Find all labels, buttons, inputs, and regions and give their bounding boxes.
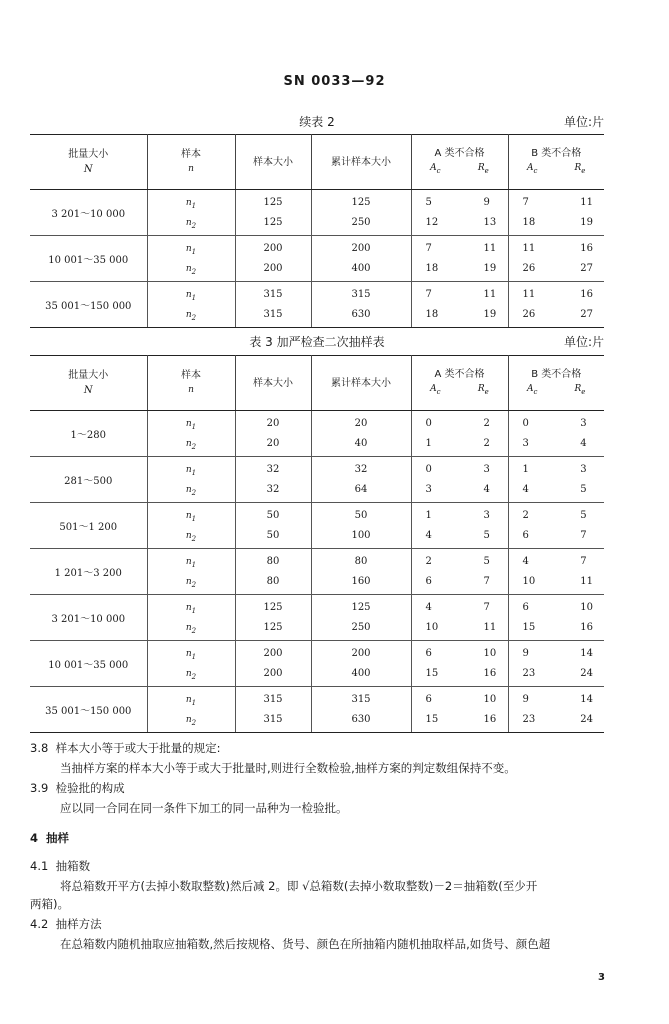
a-re-value: 7 — [483, 601, 490, 613]
b-ac-value: 6 — [522, 601, 529, 613]
section-body-continued: 两箱)。 — [30, 897, 69, 911]
b-re-value: 10 — [580, 601, 593, 613]
lot-size-cell: 3 201～10 000 — [30, 190, 147, 236]
sample-symbol-value: $n_2$ — [185, 668, 197, 681]
a-re-value: 10 — [483, 647, 497, 659]
a-ac-value: 4 — [425, 529, 432, 541]
sample-symbol-value: $n_1$ — [185, 510, 197, 523]
sample-size-cell — [236, 644, 311, 684]
section-title: 抽样 — [46, 831, 70, 845]
b-class-header: B 类不合格 — [531, 147, 582, 159]
table-row — [30, 282, 604, 328]
size-header: 样本大小 — [235, 356, 311, 411]
section-number: 3.8 — [30, 741, 49, 755]
sample-symbol-cell — [148, 598, 235, 638]
sample-size-value: 315 — [263, 288, 283, 300]
sample-size-value: 315 — [263, 693, 283, 705]
a-class-header: A 类不合格 — [434, 147, 485, 159]
table2-header-row — [30, 135, 604, 190]
table3-header-row — [30, 356, 604, 411]
a-re-value: 16 — [483, 667, 497, 679]
cumulative-size-value: 80 — [354, 555, 368, 567]
a-class-header: A 类不合格 — [434, 368, 485, 380]
b-re-value: 7 — [580, 529, 587, 541]
table-row — [30, 411, 604, 457]
a-re-value: 11 — [483, 621, 497, 633]
cumulative-size-cell — [312, 552, 411, 592]
a-re-value: 4 — [483, 483, 490, 495]
b-ac-value: 0 — [522, 417, 529, 429]
a-ac-value: 15 — [425, 667, 439, 679]
cumulative-size-value: 250 — [351, 216, 371, 228]
lot-symbol: N — [83, 164, 93, 175]
sample-header: 样本 — [181, 149, 201, 160]
section-body: 在总箱数内随机抽取应抽箱数,然后按规格、货号、颜色在所抽箱内随机抽取样品,如货号、颜色超 — [60, 937, 551, 951]
sample-size-value: 200 — [263, 647, 283, 659]
b-re-value: 16 — [580, 242, 593, 254]
b-re-value: 24 — [580, 667, 593, 679]
ac-label: $A_c$ — [527, 162, 538, 175]
sample-size-value: 50 — [266, 509, 280, 521]
sample-symbol-value: $n_1$ — [185, 694, 197, 707]
sample-symbol-value: $n_2$ — [185, 530, 197, 543]
table3 — [30, 355, 604, 733]
section-number: 3.9 — [30, 781, 49, 795]
cumulative-size-cell — [312, 598, 411, 638]
table3-caption-row — [30, 333, 604, 351]
sample-symbol-cell — [148, 644, 235, 684]
b-ac-value: 4 — [522, 555, 529, 567]
a-re-value: 16 — [483, 713, 497, 725]
a-class-acre — [412, 193, 508, 233]
b-re-value: 27 — [580, 262, 593, 274]
a-ac-value: 7 — [425, 288, 432, 300]
table2 — [30, 134, 604, 328]
sample-size-cell — [236, 239, 311, 279]
sample-symbol-cell — [148, 506, 235, 546]
table-row — [30, 687, 604, 733]
b-ac-value: 3 — [522, 437, 529, 449]
b-ac-value: 11 — [522, 288, 536, 300]
b-re-value: 5 — [580, 483, 587, 495]
sample-size-value: 125 — [263, 216, 283, 228]
b-class-acre — [509, 506, 605, 546]
section-4-1 — [30, 858, 620, 912]
b-ac-value: 11 — [522, 242, 536, 254]
sample-size-value: 80 — [266, 575, 280, 587]
sample-size-value: 20 — [266, 417, 280, 429]
a-re-value: 10 — [483, 693, 497, 705]
b-class-acre — [509, 193, 605, 233]
lot-size-cell: 501～1 200 — [30, 503, 147, 549]
sample-size-cell — [236, 690, 311, 730]
a-re-value: 19 — [483, 262, 497, 274]
a-class-acre — [412, 414, 508, 454]
page-number: 3 — [598, 972, 605, 983]
a-class-acre — [412, 690, 508, 730]
cumulative-size-cell — [312, 644, 411, 684]
re-label: $R_e$ — [574, 383, 586, 396]
b-ac-value: 4 — [522, 483, 529, 495]
sample-symbol-value: $n_1$ — [185, 243, 197, 256]
a-ac-value: 1 — [425, 437, 432, 449]
b-class-acre — [509, 285, 605, 325]
sample-symbol-value: $n_1$ — [185, 602, 197, 615]
cumulative-size-value: 50 — [354, 509, 368, 521]
lot-size-cell: 281～500 — [30, 457, 147, 503]
sample-size-cell — [236, 506, 311, 546]
cumulative-size-cell — [312, 690, 411, 730]
a-re-value: 11 — [483, 288, 497, 300]
sample-symbol-cell — [148, 552, 235, 592]
lot-size-cell: 10 001～35 000 — [30, 236, 147, 282]
re-label: $R_e$ — [477, 162, 489, 175]
lot-header: 批量大小 — [68, 370, 109, 381]
a-ac-value: 15 — [425, 713, 439, 725]
a-re-value: 2 — [483, 417, 490, 429]
sample-size-value: 200 — [263, 242, 283, 254]
b-ac-value: 23 — [522, 713, 536, 725]
b-class-acre — [509, 414, 605, 454]
a-ac-value: 5 — [425, 196, 432, 208]
cumulative-size-value: 400 — [351, 667, 371, 679]
lot-symbol: N — [83, 385, 93, 396]
lot-size-cell: 3 201～10 000 — [30, 595, 147, 641]
a-class-acre — [412, 506, 508, 546]
b-ac-value: 26 — [522, 262, 536, 274]
b-ac-value: 9 — [522, 647, 529, 659]
sample-size-cell — [236, 285, 311, 325]
cumulative-size-cell — [312, 414, 411, 454]
section-title: 样本大小等于或大于批量的规定: — [55, 741, 221, 755]
sample-size-value: 315 — [263, 713, 283, 725]
a-re-value: 5 — [483, 529, 490, 541]
a-ac-value: 2 — [425, 555, 432, 567]
b-ac-value: 10 — [522, 575, 536, 587]
section-3-9 — [30, 780, 620, 816]
b-ac-value: 15 — [522, 621, 536, 633]
cumulative-size-cell — [312, 193, 411, 233]
ac-label: $A_c$ — [527, 383, 538, 396]
table-row — [30, 236, 604, 282]
b-class-header: B 类不合格 — [531, 368, 582, 380]
cumulative-size-value: 630 — [351, 308, 371, 320]
sample-header: 样本 — [181, 370, 201, 381]
a-class-acre — [412, 239, 508, 279]
a-ac-value: 4 — [425, 601, 432, 613]
sample-symbol-value: $n_2$ — [185, 714, 197, 727]
sample-size-value: 32 — [266, 463, 280, 475]
sample-symbol-value: $n_2$ — [185, 484, 197, 497]
b-re-value: 16 — [580, 288, 593, 300]
sample-symbol-value: $n_2$ — [185, 576, 197, 589]
lot-header: 批量大小 — [68, 149, 109, 160]
sample-size-value: 200 — [263, 667, 283, 679]
sample-size-cell — [236, 193, 311, 233]
cumulative-size-cell — [312, 285, 411, 325]
sample-symbol-cell — [148, 414, 235, 454]
table3-unit: 单位:片 — [563, 335, 604, 349]
cumulative-size-cell — [312, 239, 411, 279]
a-class-acre — [412, 644, 508, 684]
size-header: 样本大小 — [235, 135, 311, 190]
b-re-value: 3 — [580, 463, 587, 475]
a-ac-value: 6 — [425, 575, 432, 587]
sample-symbol-value: $n_1$ — [185, 464, 197, 477]
lot-size-cell: 35 001～150 000 — [30, 687, 147, 733]
b-ac-value: 26 — [522, 308, 536, 320]
b-re-value: 11 — [580, 575, 593, 587]
section-title: 检验批的构成 — [55, 781, 125, 795]
a-re-value: 3 — [483, 463, 490, 475]
cumulative-size-cell — [312, 506, 411, 546]
a-class-acre — [412, 285, 508, 325]
b-ac-value: 7 — [522, 196, 529, 208]
sample-symbol-cell — [148, 690, 235, 730]
b-ac-value: 2 — [522, 509, 529, 521]
cumulative-size-cell — [312, 460, 411, 500]
ac-label: $A_c$ — [430, 162, 441, 175]
sample-symbol-value: $n_2$ — [185, 217, 197, 230]
re-label: $R_e$ — [477, 383, 489, 396]
ac-label: $A_c$ — [430, 383, 441, 396]
b-re-value: 3 — [580, 417, 587, 429]
b-re-value: 16 — [580, 621, 593, 633]
sample-size-cell — [236, 414, 311, 454]
section-number: 4.1 — [30, 859, 49, 873]
b-re-value: 14 — [580, 647, 593, 659]
a-re-value: 5 — [483, 555, 490, 567]
a-re-value: 7 — [483, 575, 490, 587]
sample-symbol: n — [188, 385, 194, 395]
a-ac-value: 10 — [425, 621, 439, 633]
b-class-acre — [509, 598, 605, 638]
b-re-value: 7 — [580, 555, 587, 567]
lot-size-cell: 35 001～150 000 — [30, 282, 147, 328]
cumulative-size-value: 40 — [354, 437, 368, 449]
sample-size-value: 80 — [266, 555, 280, 567]
sample-symbol-value: $n_1$ — [185, 556, 197, 569]
b-re-value: 14 — [580, 693, 593, 705]
sample-symbol-value: $n_1$ — [185, 289, 197, 302]
sample-symbol: n — [188, 164, 194, 174]
cumulative-size-value: 32 — [354, 463, 368, 475]
table-row — [30, 549, 604, 595]
section-number: 4 — [30, 831, 39, 845]
b-class-acre — [509, 460, 605, 500]
a-re-value: 11 — [483, 242, 497, 254]
sample-symbol-value: $n_2$ — [185, 263, 197, 276]
table-row — [30, 595, 604, 641]
table-row — [30, 190, 604, 236]
sample-size-value: 200 — [263, 262, 283, 274]
b-re-value: 24 — [580, 713, 593, 725]
section-4 — [30, 830, 620, 846]
lot-size-cell: 10 001～35 000 — [30, 641, 147, 687]
cumulative-size-value: 100 — [351, 529, 371, 541]
cumulative-size-value: 630 — [351, 713, 371, 725]
b-class-acre — [509, 644, 605, 684]
b-class-acre — [509, 239, 605, 279]
sample-size-cell — [236, 598, 311, 638]
sample-symbol-value: $n_1$ — [185, 197, 197, 210]
b-class-acre — [509, 690, 605, 730]
table2-unit: 单位:片 — [563, 115, 604, 129]
cumulative-size-value: 125 — [351, 196, 371, 208]
sample-symbol-cell — [148, 239, 235, 279]
table-row — [30, 503, 604, 549]
b-ac-value: 18 — [522, 216, 536, 228]
b-re-value: 4 — [580, 437, 587, 449]
sample-size-value: 125 — [263, 601, 283, 613]
sample-size-value: 315 — [263, 308, 283, 320]
sample-size-value: 50 — [266, 529, 280, 541]
cumulative-size-value: 64 — [354, 483, 368, 495]
cumulative-size-value: 400 — [351, 262, 371, 274]
cumulative-size-value: 200 — [351, 647, 371, 659]
lot-size-cell: 1 201～3 200 — [30, 549, 147, 595]
sample-size-cell — [236, 460, 311, 500]
section-body: 将总箱数开平方(去掉小数取整数)然后减 2。即 √总箱数(去掉小数取整数)－2＝抽箱数(至少开 — [60, 879, 538, 893]
table-row — [30, 641, 604, 687]
cumulative-size-value: 315 — [351, 288, 371, 300]
a-ac-value: 0 — [425, 463, 432, 475]
a-ac-value: 6 — [425, 693, 432, 705]
section-title: 抽箱数 — [55, 859, 91, 873]
a-ac-value: 3 — [425, 483, 432, 495]
lot-size-cell: 1～280 — [30, 411, 147, 457]
cumulative-size-value: 315 — [351, 693, 371, 705]
section-title: 抽样方法 — [55, 917, 102, 931]
sample-size-value: 20 — [266, 437, 280, 449]
sample-size-value: 125 — [263, 196, 283, 208]
a-ac-value: 18 — [425, 308, 439, 320]
sample-symbol-value: $n_2$ — [185, 309, 197, 322]
b-re-value: 11 — [580, 196, 593, 208]
a-class-acre — [412, 552, 508, 592]
section-3-8 — [30, 740, 620, 776]
b-ac-value: 23 — [522, 667, 536, 679]
a-re-value: 19 — [483, 308, 497, 320]
re-label: $R_e$ — [574, 162, 586, 175]
b-re-value: 5 — [580, 509, 587, 521]
section-4-2 — [30, 916, 620, 952]
sample-size-value: 125 — [263, 621, 283, 633]
a-ac-value: 0 — [425, 417, 432, 429]
a-ac-value: 1 — [425, 509, 432, 521]
table3-caption: 表 3 加严检查二次抽样表 — [249, 335, 385, 349]
cum-header: 累计样本大小 — [311, 135, 411, 190]
sample-symbol-cell — [148, 460, 235, 500]
b-ac-value: 6 — [522, 529, 529, 541]
sample-size-cell — [236, 552, 311, 592]
b-ac-value: 1 — [522, 463, 529, 475]
section-body: 应以同一合同在同一条件下加工的同一品种为一检验批。 — [60, 801, 348, 815]
cumulative-size-value: 20 — [354, 417, 368, 429]
sample-symbol-value: $n_1$ — [185, 418, 197, 431]
b-re-value: 19 — [580, 216, 593, 228]
section-number: 4.2 — [30, 917, 49, 931]
a-class-acre — [412, 598, 508, 638]
cumulative-size-value: 250 — [351, 621, 371, 633]
cum-header: 累计样本大小 — [311, 356, 411, 411]
a-class-acre — [412, 460, 508, 500]
table2-caption-row — [30, 113, 604, 131]
section-body: 当抽样方案的样本大小等于或大于批量时,则进行全数检验,抽样方案的判定数组保持不变。 — [60, 761, 516, 775]
cumulative-size-value: 200 — [351, 242, 371, 254]
a-ac-value: 7 — [425, 242, 432, 254]
b-re-value: 27 — [580, 308, 593, 320]
sample-size-value: 32 — [266, 483, 280, 495]
table-row — [30, 457, 604, 503]
sample-symbol-value: $n_2$ — [185, 622, 197, 635]
b-ac-value: 9 — [522, 693, 529, 705]
b-class-acre — [509, 552, 605, 592]
a-re-value: 3 — [483, 509, 490, 521]
sample-symbol-value: $n_1$ — [185, 648, 197, 661]
cumulative-size-value: 160 — [351, 575, 371, 587]
cumulative-size-value: 125 — [351, 601, 371, 613]
a-re-value: 13 — [483, 216, 497, 228]
a-re-value: 9 — [483, 196, 490, 208]
page-header: SN 0033—92 — [283, 74, 386, 89]
a-ac-value: 12 — [425, 216, 439, 228]
sample-symbol-cell — [148, 285, 235, 325]
sample-symbol-value: $n_2$ — [185, 438, 197, 451]
a-re-value: 2 — [483, 437, 490, 449]
sample-symbol-cell — [148, 193, 235, 233]
a-ac-value: 6 — [425, 647, 432, 659]
a-ac-value: 18 — [425, 262, 439, 274]
table2-caption: 续表 2 — [299, 115, 335, 129]
